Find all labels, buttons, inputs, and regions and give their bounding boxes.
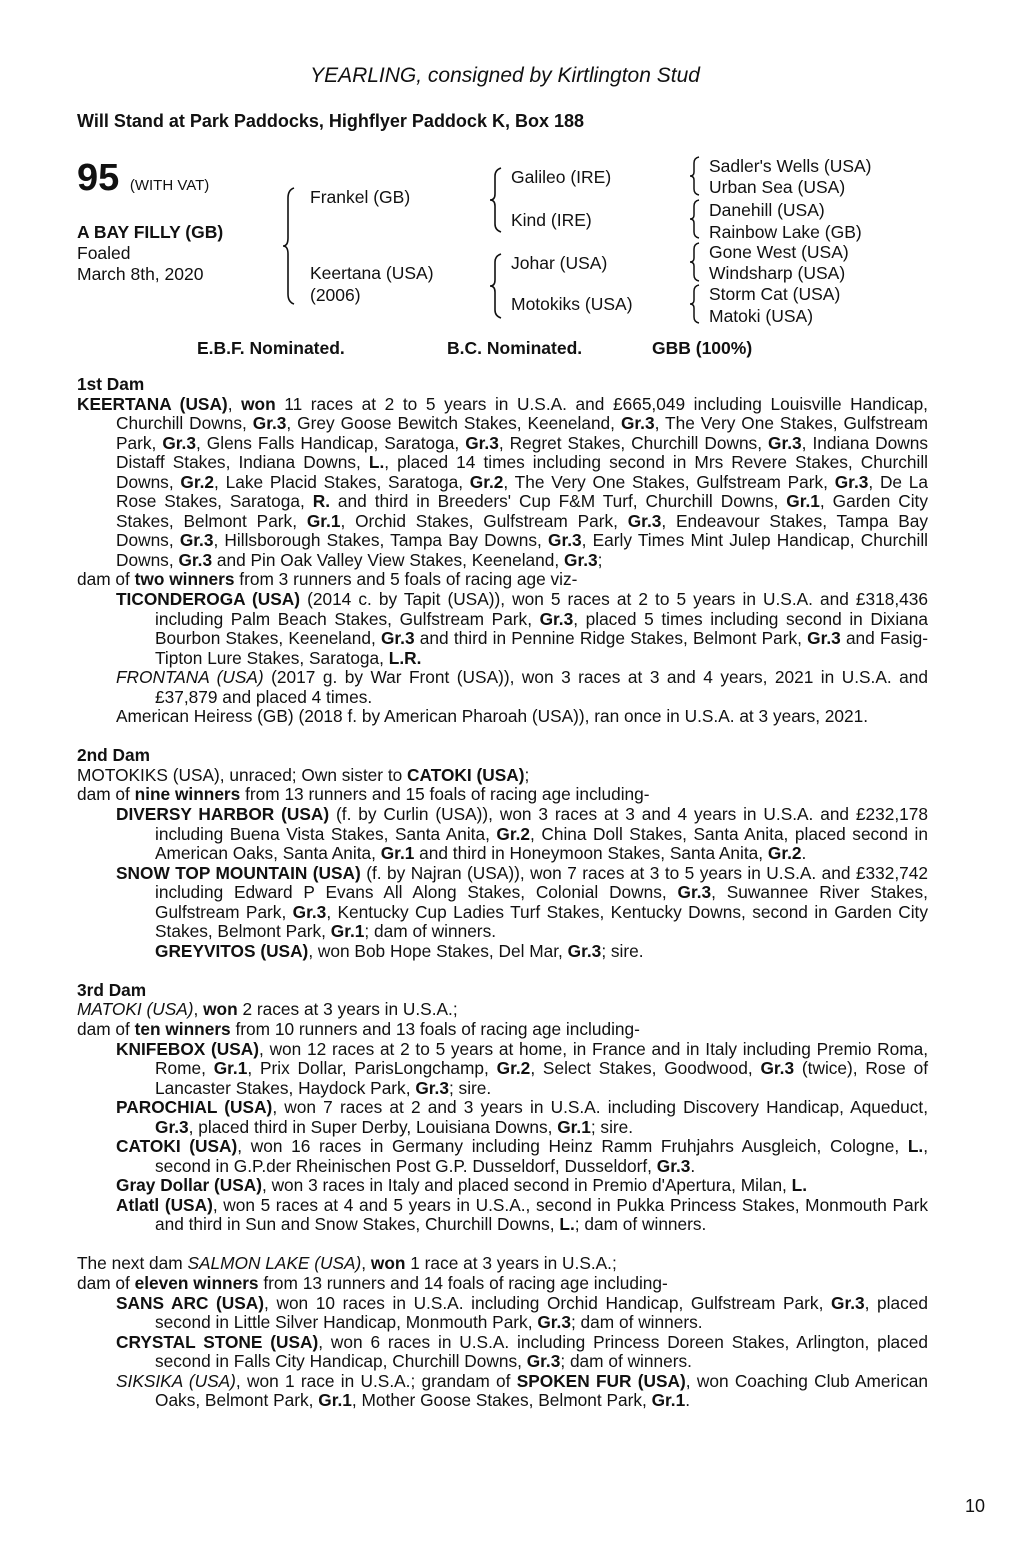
- text-run: Gr.3: [834, 471, 869, 492]
- text-run: from 13 runners and 15 foals of racing age including-: [240, 784, 650, 805]
- text-run: TICONDEROGA (USA): [116, 589, 301, 610]
- text-run: GREYVITOS (USA): [155, 940, 309, 961]
- text-run: Gr.1: [557, 1116, 591, 1137]
- text-run: , Mother Goose Stakes, Belmont Park,: [351, 1390, 652, 1411]
- text-run: dam of: [77, 784, 135, 805]
- text-run: ;: [597, 549, 603, 570]
- pedigree-gen3: Storm Cat (USA): [709, 284, 841, 304]
- text-run: , Hillsborough Stakes, Tampa Bay Downs,: [213, 530, 548, 551]
- text-run: dam of: [77, 1273, 135, 1294]
- text-run: Gr.2: [496, 1058, 531, 1079]
- pedigree-gen3: Rainbow Lake (GB): [709, 222, 862, 242]
- text-run: SALMON LAKE (USA): [187, 1253, 362, 1274]
- dam-record: [77, 766, 928, 786]
- text-run: dam of: [77, 1018, 135, 1039]
- text-run: Gr.1: [330, 921, 365, 942]
- text-run: , The Very One Stakes, Gulfstream Park,: [503, 471, 835, 492]
- text-run: ; dam of winners.: [364, 921, 497, 942]
- text-run: ; dam of winners.: [570, 1312, 703, 1333]
- dam-record: [77, 570, 928, 590]
- text-run: Gr.3: [539, 608, 574, 629]
- vat-note: (WITH VAT): [129, 177, 210, 194]
- text-run: ten winners: [134, 1018, 231, 1039]
- text-run: Gr.1: [651, 1390, 686, 1411]
- stabling-location: Will Stand at Park Paddocks, Highflyer Paddock K, Box 188: [77, 111, 584, 131]
- text-run: Atlatl (USA): [116, 1194, 213, 1215]
- text-run: , Endeavour Stakes, Tampa Bay Downs,: [116, 510, 928, 551]
- ebf-nomination: E.B.F. Nominated.: [197, 338, 345, 358]
- text-run: Gr.3: [292, 901, 327, 922]
- progeny-record: [77, 1333, 928, 1372]
- text-run: Gr.2: [767, 843, 802, 864]
- text-run: nine winners: [134, 784, 241, 805]
- pedigree-gen3: Sadler's Wells (USA): [709, 156, 872, 176]
- text-run: SPOKEN FUR (USA): [516, 1370, 686, 1391]
- pedigree-dam-year: (2006): [310, 285, 361, 305]
- text-run: , The Very One Stakes, Gulfstream Park,: [116, 413, 929, 453]
- text-run: American Heiress (GB) (2018 f. by American Pharoah (USA)), ran once in U.S.A. at 3 years, 2021.: [116, 706, 869, 727]
- foaled-label: Foaled: [77, 243, 131, 263]
- text-run: L.: [907, 1136, 924, 1157]
- text-run: ,: [227, 393, 242, 414]
- text-run: ; sire.: [601, 940, 644, 961]
- lot-number: [77, 158, 209, 206]
- text-run: ; dam of winners.: [574, 1214, 707, 1235]
- pedigree-brace-g3b: [689, 200, 701, 238]
- text-run: dam of: [77, 569, 135, 590]
- progeny-record: [77, 668, 928, 707]
- text-run: Gr.3: [465, 432, 499, 453]
- text-run: CATOKI (USA): [407, 764, 525, 785]
- text-run: (2014 c. by Tapit (USA)), won 5 races at 2 to 5 years in U.S.A. and £318,436 including Palm Beach Stakes, Gulfstream Park,: [155, 589, 928, 629]
- lot-number-value: 95: [77, 157, 120, 199]
- text-run: , won 10 races in U.S.A. including Orchid Handicap, Gulfstream Park,: [264, 1292, 831, 1313]
- text-run: , Garden City Stakes, Belmont Park,: [116, 491, 928, 531]
- text-run: , placed 14 times including second in Mrs Revere Stakes, Churchill Downs,: [116, 452, 928, 492]
- pedigree-brace-main: [282, 188, 296, 304]
- section-gap: [77, 727, 928, 747]
- section-heading: 3rd Dam: [77, 979, 147, 1000]
- progeny-record: [77, 1098, 928, 1137]
- pedigree-gen3: Danehill (USA): [709, 200, 825, 220]
- text-run: Gr.3: [537, 1312, 571, 1333]
- text-run: , Glens Falls Handicap, Saratoga,: [195, 432, 466, 453]
- text-run: CATOKI (USA): [116, 1136, 238, 1157]
- text-run: .: [690, 1155, 696, 1176]
- progeny-record: [77, 1137, 928, 1176]
- text-run: , won 1 race in U.S.A.; grandam of: [235, 1370, 517, 1391]
- pedigree-brace-g3c: [689, 243, 701, 281]
- bc-nomination: B.C. Nominated.: [447, 338, 583, 358]
- text-run: Gr.1: [213, 1058, 248, 1079]
- text-run: Gr.3: [768, 432, 802, 453]
- lot-description: A BAY FILLY (GB): [77, 222, 224, 242]
- text-run: , Regret Stakes, Churchill Downs,: [498, 432, 768, 453]
- dam-record: [77, 785, 928, 805]
- progeny-record: [77, 590, 928, 668]
- text-run: Gr.3: [831, 1292, 865, 1313]
- text-run: , placed third in Super Derby, Louisiana Downs,: [188, 1116, 558, 1137]
- text-run: Gr.3: [179, 530, 214, 551]
- text-run: , placed 5 times including second in Dixiana Bourbon Stakes, Keeneland,: [155, 608, 928, 649]
- pedigree-dam: Keertana (USA): [310, 263, 434, 283]
- text-run: and third in Honeymoon Stakes, Santa Anita,: [414, 843, 768, 864]
- section-gap: [77, 961, 928, 981]
- pedigree-gen2: Galileo (IRE): [511, 167, 612, 187]
- text-run: , Grey Goose Bewitch Stakes, Keeneland,: [286, 413, 621, 434]
- text-run: , Indiana Downs Distaff Stakes, Indiana Downs,: [116, 432, 928, 473]
- dam-record: [77, 1020, 928, 1040]
- text-run: ;: [524, 764, 530, 785]
- text-run: , Kentucky Cup Ladies Turf Stakes, Kentucky Downs, second in Garden City Stakes, Belmont Park,: [155, 901, 928, 942]
- dam-record: [77, 1254, 928, 1274]
- progeny-record: [77, 1040, 928, 1099]
- text-run: Gr.3: [155, 1116, 189, 1137]
- text-run: 2 races at 3 years in U.S.A.;: [237, 999, 458, 1020]
- text-run: two winners: [134, 569, 235, 590]
- text-run: , De La Rose Stakes, Saratoga,: [116, 471, 929, 512]
- text-run: ; sire.: [590, 1116, 634, 1137]
- text-run: KNIFEBOX (USA): [116, 1038, 260, 1059]
- text-run: L.R.: [388, 647, 422, 668]
- text-run: Gr.3: [677, 882, 712, 903]
- text-run: from 13 runners and 14 foals of racing age including-: [258, 1273, 668, 1294]
- text-run: FRONTANA (USA): [116, 667, 264, 688]
- text-run: L.: [791, 1175, 808, 1196]
- text-run: , won 12 races at 2 to 5 years at home, in France and in Italy including Premio Roma, Rome,: [155, 1038, 929, 1079]
- gbb-status: GBB (100%): [652, 338, 753, 358]
- text-run: (f. by Najran (USA)), won 7 races at 3 to 5 years in U.S.A. and £332,742 including Edward P Evans All Along Stakes, Colonial Downs,: [155, 862, 929, 903]
- text-run: from 10 runners and 13 foals of racing age including-: [230, 1018, 640, 1039]
- text-run: and Pin Oak Valley View Stakes, Keeneland,: [212, 549, 564, 570]
- text-run: , Suwannee River Stakes, Gulfstream Park,: [155, 882, 928, 922]
- section-gap: [77, 1235, 928, 1255]
- text-run: Gr.1: [786, 491, 820, 512]
- text-run: ,: [193, 999, 204, 1020]
- text-run: Gr.3: [620, 413, 655, 434]
- text-run: (f. by Curlin (USA)), won 3 races at 3 and 4 years in U.S.A. and £232,178 including Buena Vista Stakes, Santa Anita,: [155, 803, 928, 844]
- text-run: and Fasig-Tipton Lure Stakes, Saratoga,: [155, 628, 928, 668]
- progeny-record: [77, 942, 928, 962]
- text-run: L.: [368, 452, 385, 473]
- pedigree-gen3: Windsharp (USA): [709, 263, 846, 283]
- text-run: , placed second in Little Silver Handicap, Monmouth Park,: [155, 1292, 928, 1333]
- text-run: , Select Stakes, Goodwood,: [530, 1058, 761, 1079]
- dam-record: [77, 1274, 928, 1294]
- page-number: 10: [965, 1496, 986, 1516]
- text-run: (twice), Rose of Lancaster Stakes, Haydock Park,: [155, 1058, 928, 1098]
- progeny-record: [77, 707, 928, 727]
- text-run: Gr.2: [180, 471, 215, 492]
- text-run: Gr.3: [526, 1351, 561, 1372]
- page-title: YEARLING, consigned by Kirtlington Stud: [310, 64, 700, 87]
- text-run: L.: [559, 1214, 575, 1235]
- text-run: from 3 runners and 5 foals of racing age viz-: [234, 569, 578, 590]
- text-run: and third in Breeders' Cup F&M Turf, Churchill Downs,: [330, 491, 787, 512]
- progeny-record: [77, 1294, 928, 1333]
- pedigree-brace-g3a: [689, 157, 701, 195]
- text-run: Gr.3: [567, 940, 602, 961]
- text-run: .: [801, 843, 807, 864]
- text-run: Gr.3: [760, 1058, 795, 1079]
- text-run: SANS ARC (USA): [116, 1292, 265, 1313]
- pedigree-gen3: Matoki (USA): [709, 306, 814, 326]
- pedigree-brace-dam: [489, 254, 503, 318]
- text-run: Gr.1: [306, 510, 341, 531]
- text-run: Gr.3: [415, 1077, 449, 1098]
- text-run: Gr.3: [162, 432, 196, 453]
- text-run: , won Coaching Club American Oaks, Belmont Park,: [155, 1370, 928, 1411]
- text-run: PAROCHIAL (USA): [116, 1097, 273, 1118]
- text-run: and third in Pennine Ridge Stakes, Belmont Park,: [414, 628, 808, 649]
- text-run: Gr.3: [252, 413, 287, 434]
- text-run: , won 5 races at 4 and 5 years in U.S.A., second in Pukka Princess Stakes, Monmouth Park and third in Sun and Snow Stakes, Churchill Downs,: [155, 1194, 928, 1235]
- text-run: R.: [312, 491, 330, 512]
- progeny-record: [77, 805, 928, 864]
- section-heading: 1st Dam: [77, 374, 145, 394]
- text-run: , won Bob Hope Stakes, Del Mar,: [308, 940, 568, 961]
- text-run: Gray Dollar (USA): [116, 1175, 262, 1196]
- foaled-date: March 8th, 2020: [77, 264, 204, 284]
- text-run: , won 16 races in Germany including Heinz Ramm Fruhjahrs Ausgleich, Cologne,: [237, 1136, 908, 1157]
- text-run: , Early Times Mint Julep Handicap, Churchill Downs,: [116, 530, 928, 570]
- progeny-record: [77, 1176, 928, 1196]
- text-run: CRYSTAL STONE (USA): [116, 1331, 319, 1352]
- text-run: SIKSIKA (USA): [116, 1370, 236, 1391]
- text-run: ; dam of winners.: [560, 1351, 692, 1372]
- progeny-record: [77, 1196, 928, 1235]
- pedigree-sire: Frankel (GB): [310, 187, 411, 207]
- text-run: ,: [361, 1253, 371, 1274]
- text-run: , Orchid Stakes, Gulfstream Park,: [340, 510, 628, 531]
- pedigree-gen3: Urban Sea (USA): [709, 177, 846, 197]
- text-run: , China Doll Stakes, Santa Anita, placed second in American Oaks, Santa Anita,: [155, 823, 928, 864]
- text-run: DIVERSY HARBOR (USA): [116, 803, 330, 824]
- dam-record: [77, 1000, 928, 1020]
- pedigree-gen2: Johar (USA): [511, 253, 608, 273]
- text-run: Gr.3: [807, 628, 841, 649]
- text-run: , won 3 races in Italy and placed second in Premio d'Apertura, Milan,: [261, 1175, 792, 1196]
- text-run: , Lake Placid Stakes, Saratoga,: [214, 471, 470, 492]
- text-run: SNOW TOP MOUNTAIN (USA): [116, 862, 361, 883]
- text-run: (2017 g. by War Front (USA)), won 3 races at 3 and 4 years, 2021 in U.S.A. and £37,879 and placed 4 times.: [155, 667, 929, 707]
- text-run: Gr.1: [318, 1390, 352, 1411]
- text-run: won: [370, 1253, 406, 1274]
- pedigree-gen3: Gone West (USA): [709, 242, 849, 262]
- text-run: , won 6 races in U.S.A. including Princess Doreen Stakes, Arlington, placed second in Falls City Handicap, Churchill Downs,: [155, 1331, 929, 1372]
- text-run: 1 race at 3 years in U.S.A.;: [405, 1253, 617, 1274]
- text-run: won: [203, 999, 238, 1020]
- text-run: , won 7 races at 2 and 3 years in U.S.A. including Discovery Handicap, Aqueduct,: [272, 1097, 928, 1118]
- text-run: ; sire.: [448, 1077, 492, 1098]
- text-run: Gr.3: [548, 530, 582, 551]
- progeny-record: [77, 864, 928, 942]
- text-run: won: [241, 393, 276, 414]
- pedigree-gen2: Kind (IRE): [511, 210, 592, 230]
- text-run: 11 races at 2 to 5 years in U.S.A. and £665,049 including Louisville Handicap, Churchill Downs,: [116, 393, 928, 434]
- dam-record: [77, 395, 928, 571]
- text-run: Gr.3: [627, 510, 662, 531]
- text-run: Gr.1: [380, 843, 415, 864]
- text-run: eleven winners: [134, 1273, 259, 1294]
- text-run: Gr.2: [496, 823, 531, 844]
- text-run: Gr.3: [656, 1155, 691, 1176]
- catalogue-pedigree-notes: [77, 375, 928, 1411]
- text-run: , Prix Dollar, ParisLongchamp,: [247, 1058, 497, 1079]
- text-run: MATOKI (USA): [77, 999, 194, 1020]
- pedigree-brace-g3d: [689, 285, 701, 323]
- text-run: , second in G.P.der Rheinischen Post G.P. Dusseldorf, Dusseldorf,: [155, 1136, 928, 1176]
- pedigree-gen2: Motokiks (USA): [511, 294, 633, 314]
- text-run: .: [685, 1390, 691, 1411]
- section-heading: 2nd Dam: [77, 745, 150, 766]
- text-run: The next dam: [77, 1253, 188, 1274]
- pedigree-brace-sire: [489, 168, 503, 232]
- progeny-record: [77, 1372, 928, 1411]
- text-run: MOTOKIKS (USA), unraced; Own sister to: [77, 764, 408, 785]
- text-run: KEERTANA (USA): [77, 393, 228, 414]
- text-run: Gr.2: [469, 471, 504, 492]
- text-run: Gr.3: [564, 549, 598, 570]
- text-run: Gr.3: [380, 628, 415, 649]
- text-run: Gr.3: [178, 549, 213, 570]
